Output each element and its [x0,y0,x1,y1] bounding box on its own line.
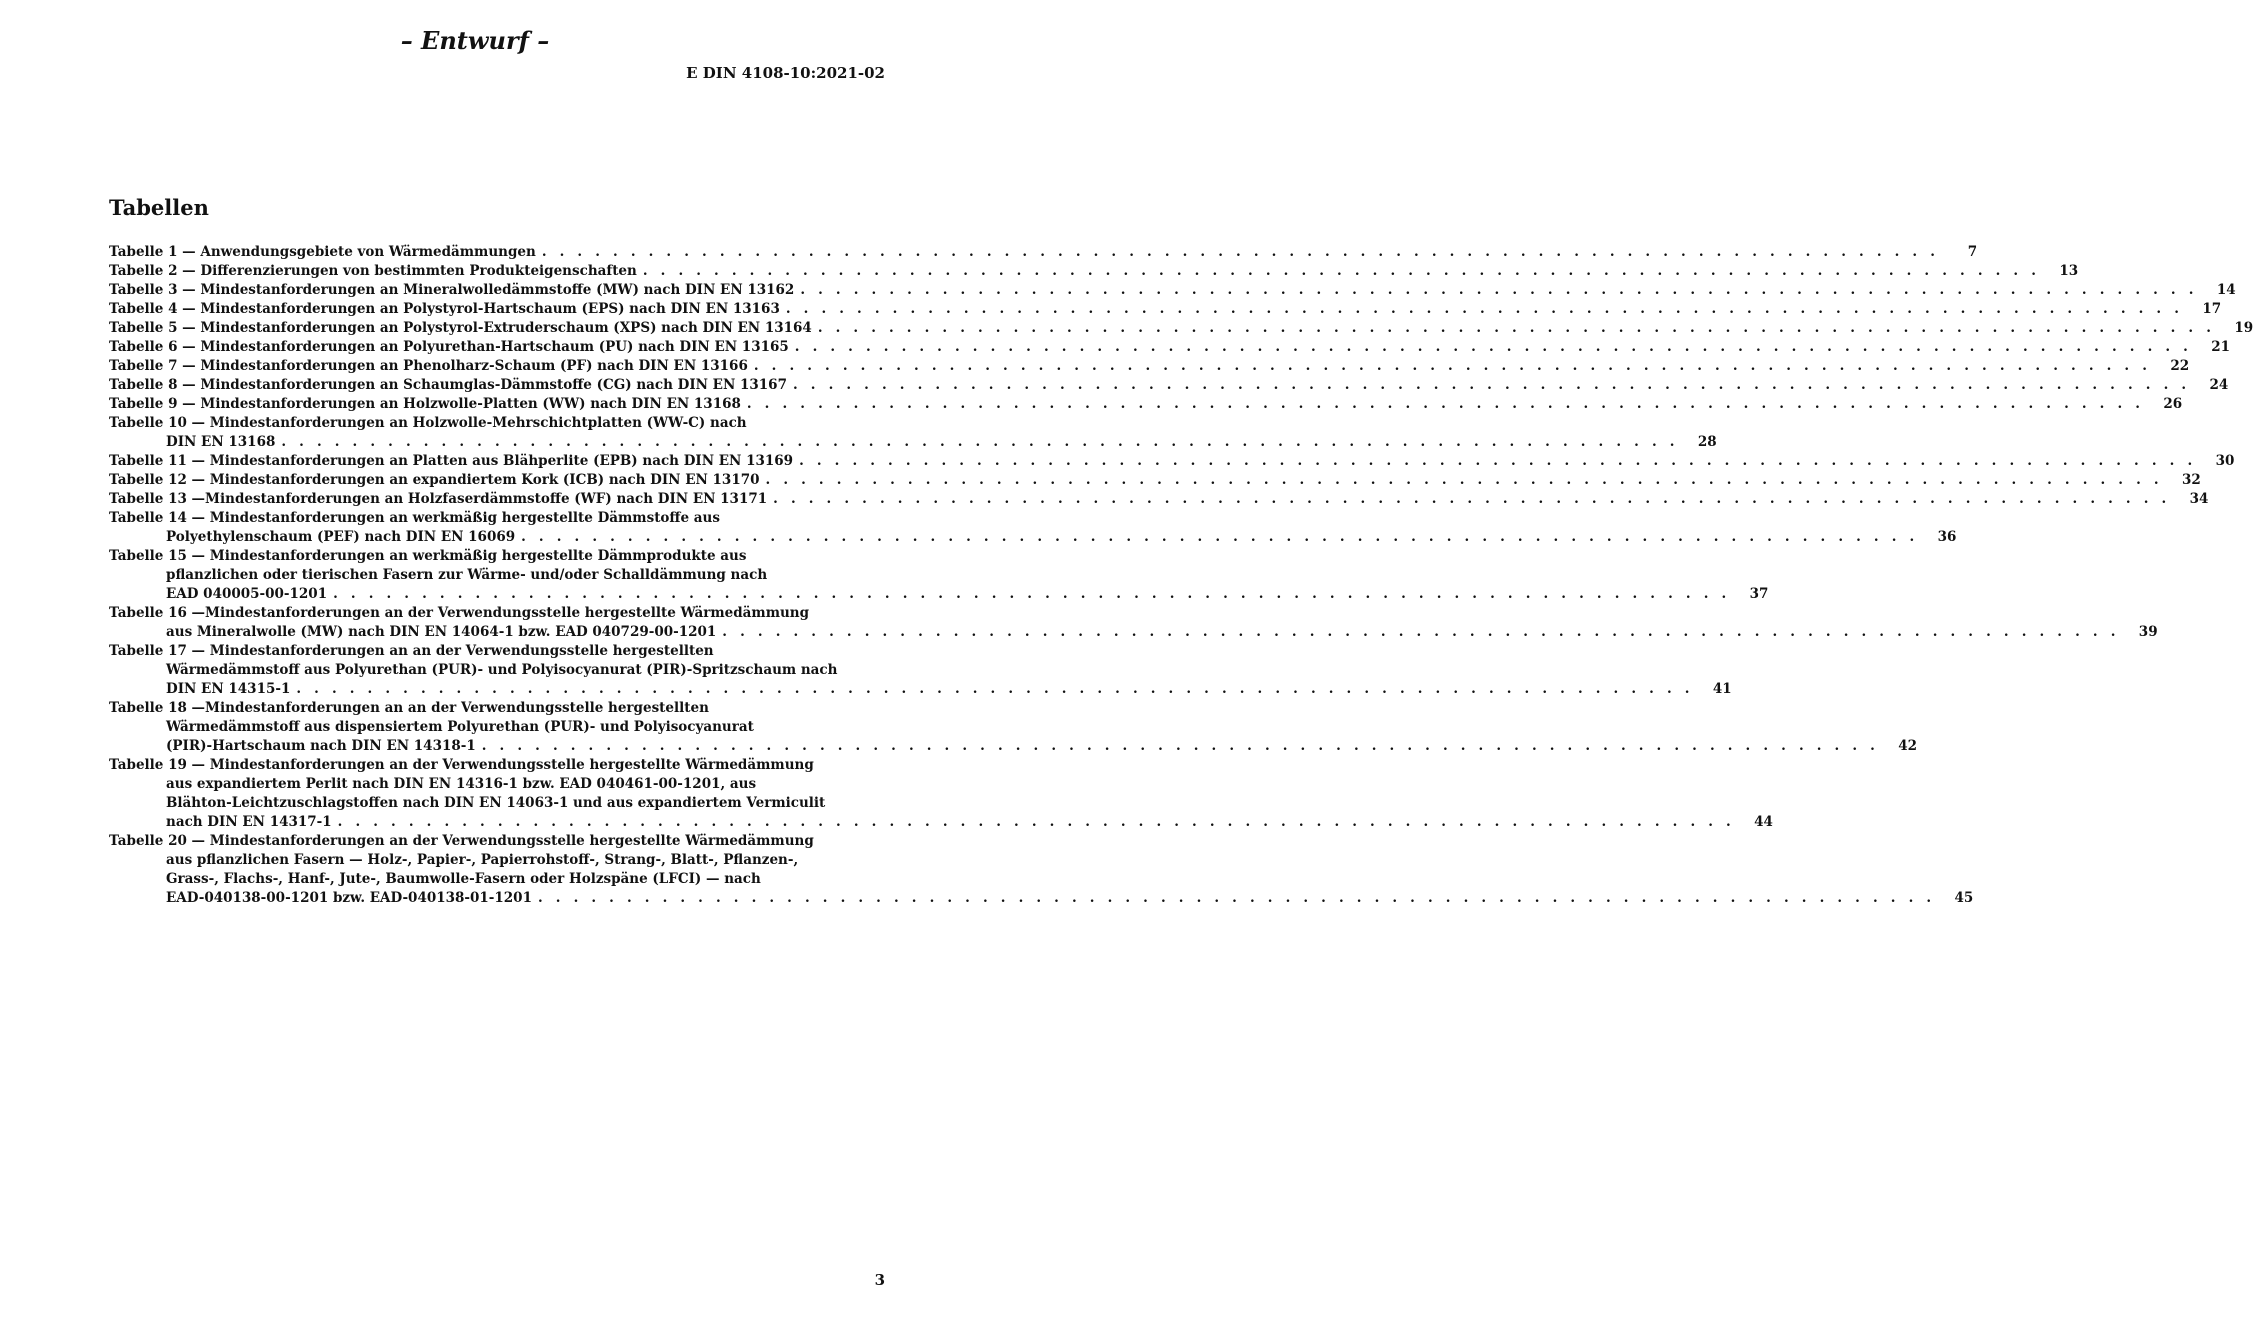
toc-entry-line [109,680,1732,699]
toc-page-number: 32 [2182,472,2201,488]
toc-entry-title: Tabelle 4 — Mindestanforderungen an Polystyrol-Hartschaum (EPS) nach DIN EN 13163 [109,301,780,317]
toc-page-number: 30 [2215,453,2235,469]
toc-dot-leader: . . . . . . . . . . . . . . . . . . . . . . . . . . . . . . . . . . . . . . . . . . . . . . . . . . . . . . . . . . . . . . . . . . . . . . . . . . . . . . . [722,624,2120,640]
toc-entry-line [109,813,1773,832]
toc-entry-line [109,243,1978,262]
toc-entry-title: nach DIN EN 14317-1 [166,814,332,830]
toc-entry-title: Tabelle 5 — Mindestanforderungen an Polystyrol-Extruderschaum (XPS) nach DIN EN 13164 [109,320,812,336]
toc-entry-line: Tabelle 14 — Mindestanforderungen an werkmäßig hergestellte Dämmstoffe aus [109,510,720,526]
toc-dot-leader: . . . . . . . . . . . . . . . . . . . . . . . . . . . . . . . . . . . . . . . . . . . . . . . . . . . . . . . . . . . . . . . . . . . . . . . . . . . . . . . [281,434,1679,450]
toc-entry[interactable] [109,832,1974,908]
toc-entry-title: Tabelle 1 — Anwendungsgebiete von Wärmedämmungen [109,244,536,260]
toc-entry-title: Tabelle 13 —Mindestanforderungen an Holzfaserdämmstoffe (WF) nach DIN EN 13171 [109,491,768,507]
toc-entry-title: Tabelle 11 — Mindestanforderungen an Platten aus Blähperlite (EPB) nach DIN EN 13169 [109,453,794,469]
toc-entry[interactable] [109,604,2158,642]
toc-dot-leader: . . . . . . . . . . . . . . . . . . . . . . . . . . . . . . . . . . . . . . . . . . . . . . . . . . . . . . . . . . . . . . . . . . . . . . . . . . . . . . . [333,586,1731,602]
toc-entry-line [109,281,2236,300]
toc-entry[interactable] [109,471,2201,490]
document-id: E DIN 4108-10:2021-02 [686,64,885,82]
toc-entry-line: aus pflanzlichen Fasern — Holz-, Papier-, Papierrohstoff-, Strang-, Blatt-, Pflanzen-, [166,852,799,868]
toc-entry-line [109,528,1957,547]
toc-page-number: 36 [1937,529,1957,545]
toc-page-number: 37 [1749,586,1769,602]
toc-entry[interactable] [109,281,2236,300]
toc-entry[interactable] [109,243,1978,262]
toc-entry-title: Tabelle 6 — Mindestanforderungen an Polyurethan-Hartschaum (PU) nach DIN EN 13165 [109,339,789,355]
toc-dot-leader: . . . . . . . . . . . . . . . . . . . . . . . . . . . . . . . . . . . . . . . . . . . . . . . . . . . . . . . . . . . . . . . . . . . . . . . . . . . . . . . [642,263,2041,279]
toc-dot-leader: . . . . . . . . . . . . . . . . . . . . . . . . . . . . . . . . . . . . . . . . . . . . . . . . . . . . . . . . . . . . . . . . . . . . . . . . . . . . . . . [817,320,2216,336]
toc-dot-leader: . . . . . . . . . . . . . . . . . . . . . . . . . . . . . . . . . . . . . . . . . . . . . . . . . . . . . . . . . . . . . . . . . . . . . . . . . . . . . . . [521,529,1919,545]
toc-page-number: 21 [2211,339,2231,355]
toc-dot-leader: . . . . . . . . . . . . . . . . . . . . . . . . . . . . . . . . . . . . . . . . . . . . . . . . . . . . . . . . . . . . . . . . . . . . . . . . . . . . . . . [799,453,2197,469]
toc-entry-line: Tabelle 15 — Mindestanforderungen an werkmäßig hergestellte Dämmprodukte aus [109,548,747,564]
toc-page-number: 13 [2059,263,2079,279]
toc-entry-line [109,490,2209,509]
toc-entry[interactable] [109,509,1957,547]
toc-entry-title: Polyethylenschaum (PEF) nach DIN EN 16069 [166,529,516,545]
toc-entry-title: (PIR)-Hartschaum nach DIN EN 14318-1 [166,738,476,754]
toc-entry[interactable] [109,547,1769,604]
toc-dot-leader: . . . . . . . . . . . . . . . . . . . . . . . . . . . . . . . . . . . . . . . . . . . . . . . . . . . . . . . . . . . . . . . . . . . . . . . . . . . . . . . [785,301,2184,317]
toc-entry[interactable] [109,699,1918,756]
toc-entry-title: Tabelle 9 — Mindestanforderungen an Holzwolle-Platten (WW) nach DIN EN 13168 [109,396,741,412]
toc-entry-line [109,471,2201,490]
toc-entry-line: pflanzlichen oder tierischen Fasern zur Wärme- und/oder Schalldämmung nach [166,567,768,583]
toc-page-number: 14 [2216,282,2236,298]
toc-entry-line: Grass-, Flachs-, Hanf-, Jute-, Baumwolle-Fasern oder Holzspäne (LFCI) — nach [166,871,761,887]
page-number: 3 [874,1271,885,1289]
toc-entry-title: Tabelle 3 — Mindestanforderungen an Mineralwolledämmstoffe (MW) nach DIN EN 13162 [109,282,795,298]
toc-entry[interactable] [109,300,2222,319]
toc-page-number: 44 [1754,814,1773,830]
toc-entry-line [109,395,2183,414]
toc-entry-line [109,338,2231,357]
toc-entry-line: Wärmedämmstoff aus Polyurethan (PUR)- und Polyisocyanurat (PIR)-Spritzschaum nach [166,662,838,678]
table-of-contents [109,243,2253,908]
toc-entry[interactable] [109,642,1732,699]
toc-dot-leader: . . . . . . . . . . . . . . . . . . . . . . . . . . . . . . . . . . . . . . . . . . . . . . . . . . . . . . . . . . . . . . . . . . . . . . . . . . . . . . . [792,377,2191,393]
toc-entry-title: DIN EN 13168 [166,434,276,450]
toc-entry-line [109,585,1769,604]
toc-entry-line [109,737,1918,756]
toc-dot-leader: . . . . . . . . . . . . . . . . . . . . . . . . . . . . . . . . . . . . . . . . . . . . . . . . . . . . . . . . . . . . . . . . . . . . . . . . . . . . . . . [537,890,1936,906]
toc-dot-leader: . . . . . . . . . . . . . . . . . . . . . . . . . . . . . . . . . . . . . . . . . . . . . . . . . . . . . . . . . . . . . . . . . . . . . . . . . . . . . . . [765,472,2163,488]
toc-entry-line [109,357,2190,376]
toc-entry-title: aus Mineralwolle (MW) nach DIN EN 14064-1 bzw. EAD 040729-00-1201 [166,624,717,640]
toc-entry-line [109,452,2235,471]
toc-entry-line [109,376,2229,395]
toc-entry-title: Tabelle 7 — Mindestanforderungen an Phenolharz-Schaum (PF) nach DIN EN 13166 [109,358,748,374]
toc-entry-line: aus expandiertem Perlit nach DIN EN 14316-1 bzw. EAD 040461-00-1201, aus [166,776,757,792]
toc-entry-title: EAD 040005-00-1201 [166,586,328,602]
toc-entry[interactable] [109,756,1773,832]
toc-entry-title: DIN EN 14315-1 [166,681,291,697]
toc-dot-leader: . . . . . . . . . . . . . . . . . . . . . . . . . . . . . . . . . . . . . . . . . . . . . . . . . . . . . . . . . . . . . . . . . . . . . . . . . . . . . . . [746,396,2145,412]
toc-entry-line [109,433,1717,452]
toc-entry[interactable] [109,262,2079,281]
toc-dot-leader: . . . . . . . . . . . . . . . . . . . . . . . . . . . . . . . . . . . . . . . . . . . . . . . . . . . . . . . . . . . . . . . . . . . . . . . . . . . . . . . [794,339,2193,355]
section-title: Tabellen [109,195,209,220]
draft-banner: – Entwurf – [400,26,550,55]
toc-entry-line [109,623,2158,642]
toc-entry-title: Tabelle 2 — Differenzierungen von bestimmten Produkteigenschaften [109,263,637,279]
toc-entry-line: Wärmedämmstoff aus dispensiertem Polyurethan (PUR)- und Polyisocyanurat [166,719,754,735]
toc-dot-leader: . . . . . . . . . . . . . . . . . . . . . . . . . . . . . . . . . . . . . . . . . . . . . . . . . . . . . . . . . . . . . . . . . . . . . . . . . . . . . . . [337,814,1735,830]
toc-entry-line: Tabelle 18 —Mindestanforderungen an an der Verwendungsstelle hergestellten [109,700,709,716]
toc-entry[interactable] [109,414,1717,452]
toc-page-number: 7 [1967,244,1978,260]
toc-page-number: 26 [2163,396,2183,412]
toc-dot-leader: . . . . . . . . . . . . . . . . . . . . . . . . . . . . . . . . . . . . . . . . . . . . . . . . . . . . . . . . . . . . . . . . . . . . . . . . . . . . . . . [296,681,1694,697]
toc-entry-line: Tabelle 10 — Mindestanforderungen an Holzwolle-Mehrschichtplatten (WW-C) nach [109,415,747,431]
toc-entry[interactable] [109,319,2253,338]
toc-page-number: 34 [2189,491,2209,507]
toc-page-number: 42 [1898,738,1918,754]
toc-page-number: 39 [2138,624,2158,640]
toc-dot-leader: . . . . . . . . . . . . . . . . . . . . . . . . . . . . . . . . . . . . . . . . . . . . . . . . . . . . . . . . . . . . . . . . . . . . . . . . . . . . . . . [800,282,2198,298]
toc-entry[interactable] [109,395,2183,414]
toc-entry-title: Tabelle 12 — Mindestanforderungen an expandiertem Kork (ICB) nach DIN EN 13170 [109,472,760,488]
toc-entry[interactable] [109,376,2229,395]
toc-page-number: 22 [2170,358,2190,374]
toc-entry-line [109,300,2222,319]
toc-dot-leader: . . . . . . . . . . . . . . . . . . . . . . . . . . . . . . . . . . . . . . . . . . . . . . . . . . . . . . . . . . . . . . . . . . . . . . . . . . . . . . . [541,244,1940,260]
toc-dot-leader: . . . . . . . . . . . . . . . . . . . . . . . . . . . . . . . . . . . . . . . . . . . . . . . . . . . . . . . . . . . . . . . . . . . . . . . . . . . . . . . [753,358,2152,374]
toc-page-number: 45 [1954,890,1974,906]
toc-dot-leader: . . . . . . . . . . . . . . . . . . . . . . . . . . . . . . . . . . . . . . . . . . . . . . . . . . . . . . . . . . . . . . . . . . . . . . . . . . . . . . . [481,738,1880,754]
toc-entry-title: EAD-040138-00-1201 bzw. EAD-040138-01-1201 [166,890,532,906]
toc-entry-line: Tabelle 20 — Mindestanforderungen an der Verwendungsstelle hergestellte Wärmedämmung [109,833,814,849]
toc-entry-line: Blähton-Leichtzuschlagstoffen nach DIN EN 14063-1 und aus expandiertem Vermiculit [166,795,826,811]
toc-entry-line [109,319,2253,338]
toc-entry-title: Tabelle 8 — Mindestanforderungen an Schaumglas-Dämmstoffe (CG) nach DIN EN 13167 [109,377,787,393]
toc-entry-line: Tabelle 17 — Mindestanforderungen an an der Verwendungsstelle hergestellten [109,643,714,659]
toc-entry[interactable] [109,338,2231,357]
toc-page-number: 19 [2234,320,2253,336]
toc-page-number: 41 [1712,681,1732,697]
toc-page-number: 28 [1697,434,1717,450]
toc-entry-line [109,889,1974,908]
toc-entry[interactable] [109,357,2190,376]
toc-dot-leader: . . . . . . . . . . . . . . . . . . . . . . . . . . . . . . . . . . . . . . . . . . . . . . . . . . . . . . . . . . . . . . . . . . . . . . . . . . . . . . . [773,491,2171,507]
toc-entry-line [109,262,2079,281]
toc-entry-line: Tabelle 19 — Mindestanforderungen an der Verwendungsstelle hergestellte Wärmedämmung [109,757,814,773]
toc-page-number: 24 [2209,377,2229,393]
toc-page-number: 17 [2202,301,2222,317]
toc-entry[interactable] [109,490,2209,509]
toc-entry-line: Tabelle 16 —Mindestanforderungen an der Verwendungsstelle hergestellte Wärmedämmung [109,605,810,621]
toc-entry[interactable] [109,452,2235,471]
